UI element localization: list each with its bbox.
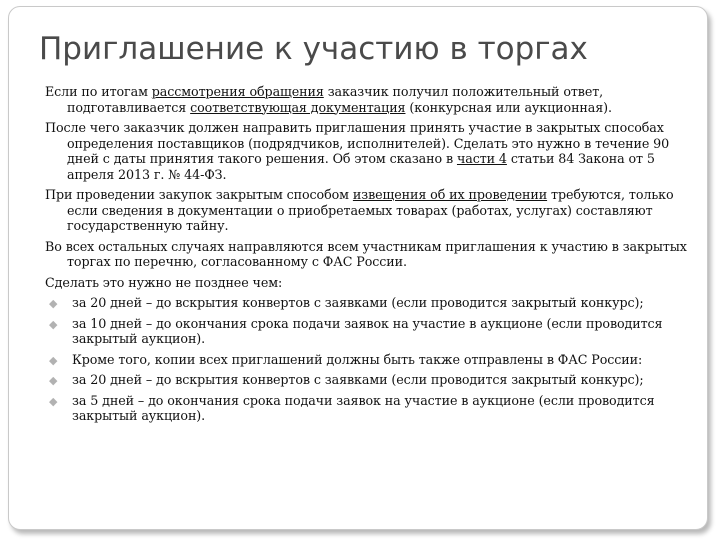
list-item-text: за 5 дней – до окончания срока подачи заявок на участие в аукционе (если проводится закрытый аукцион). [72, 392, 655, 423]
link-part-4[interactable]: части 4 [456, 151, 507, 166]
list-item-text: за 20 дней – до вскрытия конвертов с заявками (если проводится закрытый конкурс); [72, 372, 644, 387]
diamond-bullet-icon: ◆ [49, 374, 58, 387]
text-fragment: статьи 84 Закона от 5 апреля 2013 г. № 44-ФЗ. [67, 151, 655, 182]
diamond-bullet-icon: ◆ [49, 353, 58, 367]
list-item-text: Кроме того, копии всех приглашений должны быть также отправлены в ФАС России: [72, 351, 643, 367]
link-documentation[interactable]: соответствующая документация [190, 99, 406, 115]
text-fragment: (конкурсная или аукционная). [405, 99, 612, 115]
list-item [45, 316, 690, 347]
list-item [45, 393, 690, 424]
paragraph-response [45, 84, 690, 115]
paragraph-other-cases: Во всех остальных случаях направляются всем участникам приглашения к участию в закрытых торгах по перечню, согласованному с ФАС России. [45, 238, 687, 269]
text-fragment: заказчик получил положительный ответ, подготавливается [67, 84, 604, 115]
text-fragment: Если по итогам [45, 84, 152, 99]
link-rassmotrenie[interactable]: рассмотрения обращения [151, 84, 324, 99]
paragraph-closed-procurement [45, 187, 690, 234]
paragraph-deadline-intro: Сделать это нужно не позднее чем: [45, 274, 283, 290]
list-item [45, 295, 690, 311]
link-notice[interactable]: извещения об их проведении [352, 187, 548, 202]
list-item [45, 352, 690, 368]
slide-content [45, 84, 690, 429]
text-fragment: После чего заказчик должен направить приглашения принять участие в закрытых способах определения поставщиков (подрядчиков, исполнителей). Сделать это нужно в течение 90 дней с даты принятия такого решения. Об этом сказано в [45, 120, 670, 166]
diamond-bullet-icon: ◆ [49, 394, 58, 408]
text-fragment: При проведении закупок закрытым способом [45, 187, 353, 202]
paragraph-invitations [45, 120, 690, 182]
list-item [45, 372, 690, 388]
text-fragment: требуются, только если сведения в документации о приобретаемых товарах (работах, услугах) составляют государственную тайну. [67, 187, 674, 233]
slide-title: Приглашение к участию в торгах [39, 31, 588, 67]
diamond-bullet-icon: ◆ [49, 317, 58, 331]
list-item-text: за 10 дней – до окончания срока подачи заявок на участие в аукционе (если проводится закрытый аукцион). [72, 315, 663, 346]
list-item-text: за 20 дней – до вскрытия конвертов с заявками (если проводится закрытый конкурс); [72, 295, 644, 310]
diamond-bullet-icon: ◆ [49, 297, 58, 310]
